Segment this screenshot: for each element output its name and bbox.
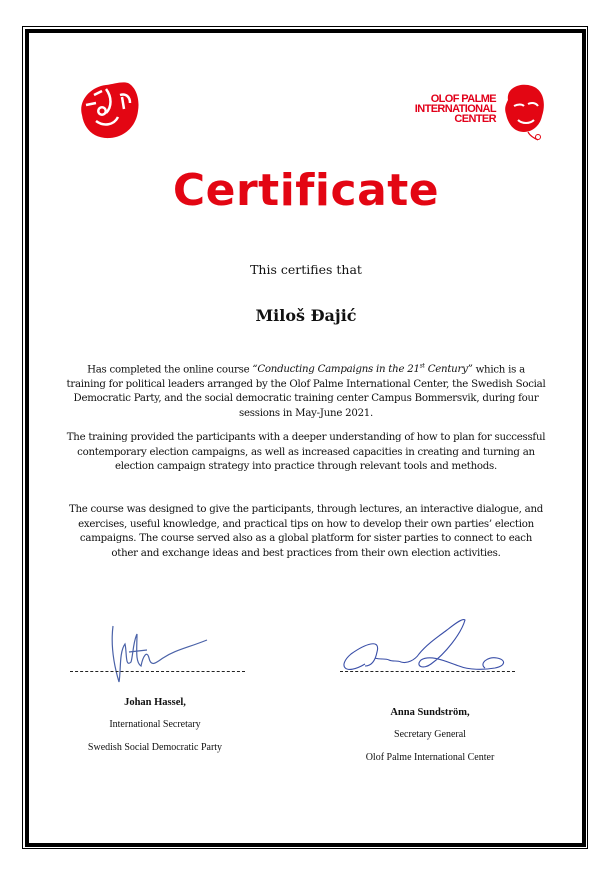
signature-icon — [335, 614, 515, 684]
course-title-text: “Conducting Campaigns in the 21 — [252, 364, 420, 376]
logo-line: OLOF PALME — [430, 93, 496, 105]
signatory-organization: Swedish Social Democratic Party — [87, 742, 223, 753]
signatory-name: Johan Hassel, — [124, 697, 186, 708]
course-title-end: Century” — [424, 364, 473, 376]
certificate-title: Certificate — [172, 165, 440, 216]
signatory-1 — [60, 697, 250, 765]
signature-icon — [95, 622, 215, 688]
course-design-paragraph: The course was designed to give the participants, through lectures, an interactive dialogue, and exercises, useful knowledge, and practical tips on how to develop their own parties’ election campaigns. The course served also as a global platform for sister parties to connect to each other and exchange ideas and best practices from their own election activities. — [68, 504, 544, 559]
certifies-text: This certifies that — [250, 262, 362, 277]
signatory-role: Secretary General — [394, 729, 466, 740]
signatory-organization: Olof Palme International Center — [365, 752, 495, 763]
signature-line — [70, 671, 245, 672]
olof-palme-logo-text — [400, 94, 496, 124]
signatory-name: Anna Sundström, — [390, 707, 470, 718]
logo-line: CENTER — [454, 113, 496, 125]
logo-line: INTERNATIONAL — [414, 103, 496, 115]
olof-palme-logo-icon — [400, 80, 558, 144]
paragraph-text: which is a training for political leaders arranged by the Olof Palme International Center, the Swedish Social Democratic Party, and the social democratic training center Campus Bommersvik, during four sessions in May-June 2021. — [66, 364, 546, 419]
signatory-role: International Secretary — [109, 719, 201, 730]
signatory-2 — [340, 707, 520, 775]
course-title — [252, 364, 472, 375]
superscript: st — [419, 363, 425, 370]
signature-line — [340, 671, 515, 672]
course-completion-paragraph — [66, 360, 546, 421]
training-paragraph: The training provided the participants with a deeper understanding of how to plan for successful contemporary election campaigns, as well as increased capacities in creating and turning an election campaign strategy into practice through relevant tools and methods. — [66, 432, 546, 472]
recipient-name: Miloš Đajić — [255, 306, 357, 325]
paragraph-text: Has completed the online course — [87, 364, 253, 376]
rose-logo-icon — [72, 75, 142, 145]
